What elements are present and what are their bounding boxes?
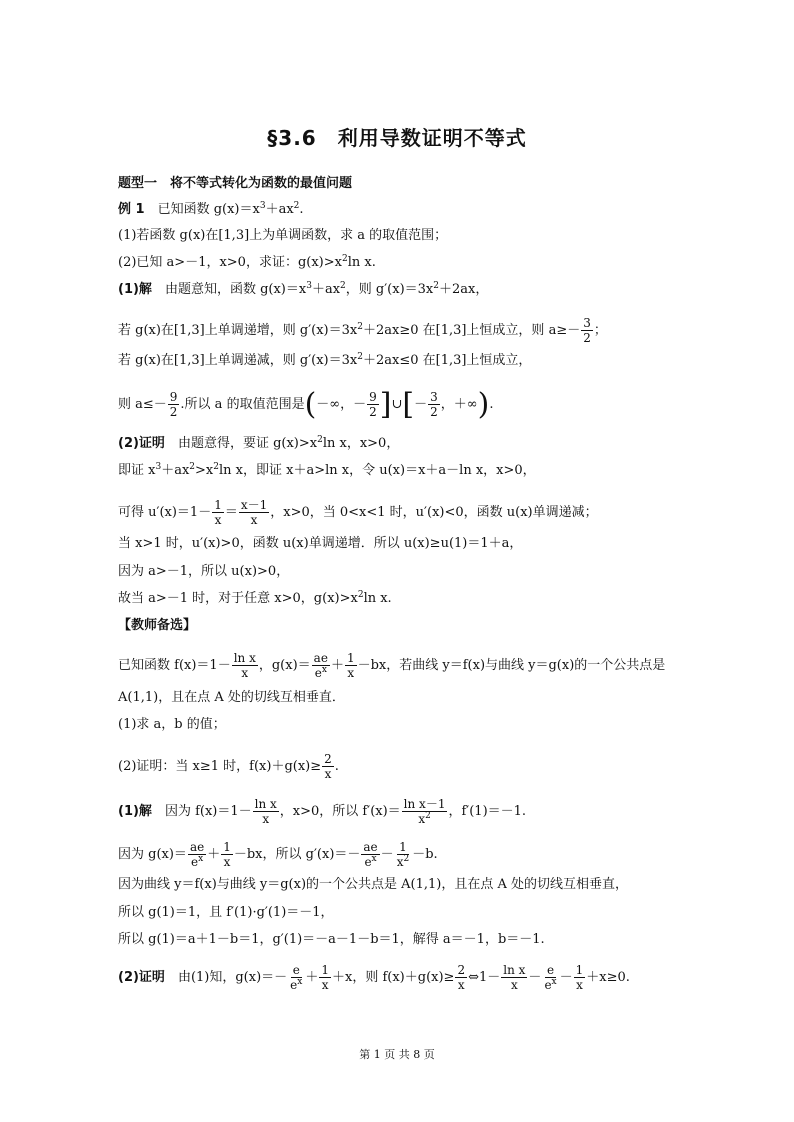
solution-2-line-3: 可得 u′(x)＝1－ $\frac{1}{x}$ ＝ $\frac{x-1}{x}$ ，x>0，当 0<x<1 时，u′(x)<0，函数 u(x)单调递减； <box>118 498 598 527</box>
solution-2-line-5: 因为 a>－1，所以 u(x)>0， <box>118 564 290 579</box>
example-label: 例 1 <box>118 202 145 217</box>
solution-1-line-3: 若 g(x)在[1,3]上单调递减，则 $g'(x)=3x^2+2ax\le 0$ 在[1,3]上恒成立， <box>118 352 532 368</box>
teacher-stem-line-1: 已知函数 f(x)＝1－ $\frac{\text{ln x}}{x}$ ，g(x)＝ $\frac{ae}{e^x}$ ＋ $\frac{1}{x}$ －bx，若曲线 y＝f(x)与曲线 y＝g(x)的一个公共点是 <box>118 651 666 680</box>
teacher-heading: 【教师备选】 <box>118 618 197 633</box>
solution-2-line-2: 即证 $x^3+ax^2>x^2\ln$ x，即证 x＋a>ln x，令 u(x)＝x＋a－ln x，x>0， <box>118 462 536 478</box>
page-footer: 第 1 页 共 8 页 <box>359 1048 435 1061</box>
example-stem: 例 1 已知函数 $g(x)=x^3+ax^2$. <box>118 201 304 217</box>
teacher-stem-line-2: A(1,1)，且在点 A 处的切线互相垂直． <box>118 690 345 705</box>
proof-label: (2)证明 <box>118 436 165 451</box>
teacher-solution-1-line-1: (1)解 因为 f(x)＝1－ $\frac{\text{ln x}}{x}$ ，x>0，所以 f′(x)＝ $\frac{\text{ln x－1}}{x^2}$ ，f′(1)＝－1. <box>118 797 527 826</box>
teacher-solution-1-line-4: 所以 g(1)＝1，且 f′(1)·g′(1)＝－1， <box>118 905 334 920</box>
solution-1-line-1: (1)解 由题意知，函数 $g(x)=x^3+ax^2$，则 $g'(x)=3x^2+2ax$， <box>118 281 489 297</box>
teacher-question-2: (2)证明：当 x≥1 时，f(x)＋g(x)≥ $\frac{2}{x}$ . <box>118 752 339 781</box>
teacher-solution-1-line-3: 因为曲线 y＝f(x)与曲线 y＝g(x)的一个公共点是 A(1,1)，且在点 A 处的切线互相垂直， <box>118 877 629 892</box>
solution-label: (1)解 <box>118 282 152 297</box>
solution-2-line-4: 当 x>1 时，u′(x)>0，函数 u(x)单调递增．所以 u(x)≥u(1)＝1＋a， <box>118 536 523 551</box>
teacher-question-1: (1)求 a，b 的值； <box>118 717 226 732</box>
teacher-solution-1-line-2: 因为 g(x)＝ $\frac{ae}{e^x}$ ＋ $\frac{1}{x}$ －bx，所以 g′(x)＝－ $\frac{ae}{e^x}$ － $\frac{1}{x^2}$ －b. <box>118 840 438 869</box>
solution-1-line-2: 若 g(x)在[1,3]上单调递增，则 $g'(x)=3x^2+2ax\ge 0$ 在[1,3]上恒成立，则 a≥－ $\frac{3}{2}$ ； <box>118 316 607 345</box>
teacher-solution-1-line-5: 所以 g(1)＝a＋1－b＝1，g′(1)＝－a－1－b＝1，解得 a＝－1，b＝－1. <box>118 932 545 947</box>
question-1: (1)若函数 g(x)在[1,3]上为单调函数，求 a 的取值范围； <box>118 228 448 243</box>
solution-2-line-1: (2)证明 由题意得，要证 $g(x)>x^2\ln$ x，x>0， <box>118 435 400 451</box>
teacher-solution-2-line-1: (2)证明 由(1)知，g(x)＝－ $\frac{e}{e^x}$ ＋ $\frac{1}{x}$ ＋x，则 f(x)＋g(x)≥ $\frac{2}{x}$ ⇔1－ $\frac{\text{ln x}}{x}$ － $\frac{e}{e^x}$ － $\frac{1}{x}$ ＋x≥0. <box>118 963 630 992</box>
solution-1-line-4: 则 a≤－ $\frac{9}{2}$ .所以 a 的取值范围是(－∞，－ $\frac{9}{2}$ ]∪[－ $\frac{3}{2}$ ，＋∞). <box>118 387 494 422</box>
fraction: $\frac{3}{2}$ <box>583 316 591 345</box>
solution-2-line-6: 故当 a>－1 时，对于任意 x>0，$g(x)>x^2\ln$ x. <box>118 590 392 606</box>
question-2: (2)已知 a>－1，x>0，求证：$g(x)>x^2\ln$ x. <box>118 254 376 270</box>
section-heading: 题型一 将不等式转化为函数的最值问题 <box>118 176 353 191</box>
page-title: §3.6 利用导数证明不等式 <box>267 126 527 150</box>
